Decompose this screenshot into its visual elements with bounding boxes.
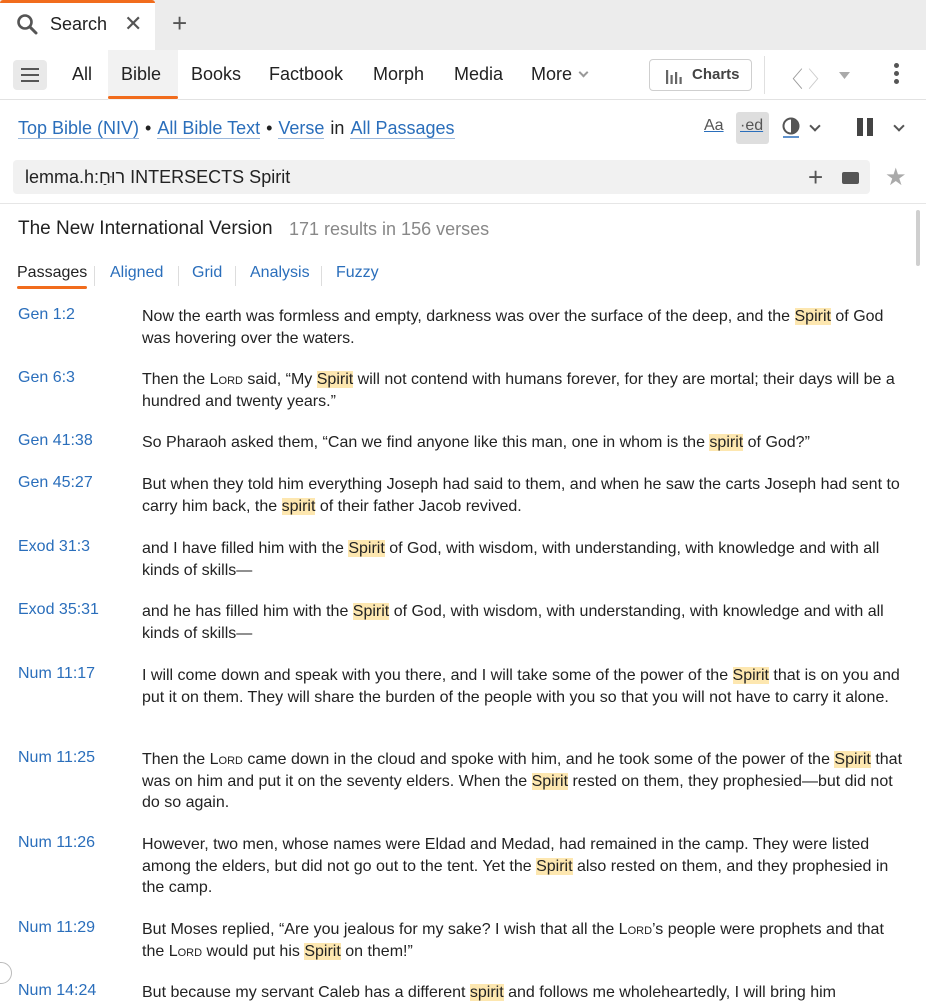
search-hit: Spirit [304,942,341,960]
chevron-down-icon [579,68,589,78]
unit-selector[interactable]: Verse [278,118,325,138]
tab-separator [235,266,236,286]
verse-text [142,834,902,899]
bible-selector[interactable]: Top Bible (NIV) [18,118,140,138]
verse-text-segment: However, two men, whose names were Eldad and Medad, had remained in the camp. They were listed among the elders, but did not go out to the tent. Yet the [142,836,870,875]
chevron-right-icon[interactable]: 〉 [808,67,831,92]
results-title: The New International Version [18,218,273,239]
verse-results-list [0,306,926,1006]
category-media[interactable]: Media [454,64,504,84]
visual-filter-icon[interactable] [781,117,801,139]
verse-text-segment: also rested on them, and they prophesied in the camp. [142,857,889,896]
tab-label: Search [50,14,108,34]
columns-icon[interactable] [857,118,875,136]
verse-row [0,834,926,919]
search-input[interactable]: lemma.h:רוּחַ INTERSECTS Spirit [25,167,291,187]
verse-row [0,369,926,432]
search-hit: Spirit [794,308,831,325]
close-icon[interactable]: ✕ [124,11,143,36]
search-query-box[interactable] [13,160,870,194]
verse-text-segment: and I have filled him with the [142,540,349,557]
verse-text-segment: and he has filled him with the [142,603,353,620]
verse-row [0,432,926,474]
verse-text [142,665,902,708]
add-term-icon[interactable]: + [808,162,824,192]
search-hit: Spirit [531,772,569,790]
search-hit: spirit [281,497,316,515]
verse-text [142,919,902,962]
verse-text-segment: But because my servant Caleb has a different [142,984,470,1001]
verse-row [0,982,926,1006]
keyboard-icon[interactable] [842,172,859,184]
verse-text [142,474,902,517]
verse-reference[interactable]: Gen 45:27 [18,474,93,491]
search-scope [18,118,455,139]
verse-text-segment: on them!” [340,942,413,960]
verse-reference[interactable]: Num 11:17 [18,665,96,682]
verse-row [0,306,926,369]
verse-text-segment: Then the [142,751,210,768]
verse-row [0,474,926,538]
tab-separator [321,266,322,286]
resource-toolbar [0,50,926,100]
verse-text-segment: So Pharaoh asked them, “Can we find anyone like this man, one in whom is the [142,434,710,451]
verse-reference[interactable]: Gen 1:2 [18,306,75,323]
verse-text [142,538,902,581]
edit-format-button[interactable] [736,112,769,144]
verse-text-segment: But when they told him everything Joseph had said to them, and when he saw the carts Joseph had sent to carry him back, the [142,476,900,515]
charts-button[interactable] [649,59,752,91]
scope-in-label: in [330,118,345,138]
verse-text-segment: of God, with wisdom, with understanding, with knowledge and with all kinds of skills— [142,540,880,579]
verse-text-segment: of God was hovering over the waters. [142,308,884,347]
verse-reference[interactable]: Gen 6:3 [18,369,75,386]
edit-format-label: ·ed [740,117,764,134]
verse-text-segment: ’s people were prophets and that the [142,921,884,960]
divine-name: Lord [618,921,653,938]
verse-text-segment: would put his [202,942,305,960]
results-count: 171 results in 156 verses [289,219,490,239]
verse-row [0,538,926,601]
verse-text-segment: that is on you and put it on them. They will share the burden of the people with you so that you will not have to carry it alone. [142,667,900,706]
tab-passages[interactable]: Passages [17,264,88,281]
divine-name: Lord [209,751,243,768]
verse-row [0,665,926,749]
scrollbar[interactable] [916,210,920,266]
verse-text-segment: will not contend with humans forever, for they are mortal; their days will be a hundred and twenty years.” [142,371,895,410]
tab-separator [94,266,95,286]
category-morph[interactable]: Morph [373,64,425,84]
verse-text [142,982,902,1004]
verse-text [142,369,902,412]
verse-text-segment: rested on them, they prophesied—but did not do so again. [142,772,893,811]
scope-separator: • [266,118,273,138]
verse-row [0,919,926,982]
search-hit: Spirit [732,667,769,684]
verse-text [142,749,902,814]
tab-grid[interactable]: Grid [192,264,223,281]
verse-reference[interactable]: Num 11:25 [18,749,96,766]
verse-text-segment: that was on him and put it on the seventy elders. When the [142,751,903,790]
bar-chart-icon [666,70,682,84]
star-icon[interactable]: ★ [885,164,907,191]
font-format-button[interactable]: Aa [704,117,724,134]
tab-aligned[interactable]: Aligned [110,264,164,281]
verse-text [142,432,902,454]
chevron-down-icon[interactable] [809,120,820,131]
tab-fuzzy[interactable]: Fuzzy [336,264,379,281]
search-hit: spirit [709,434,744,451]
tab-search[interactable] [0,0,155,50]
search-hit: Spirit [316,371,354,388]
verse-reference[interactable]: Gen 41:38 [18,432,93,449]
verse-text-segment: of God?” [743,434,810,451]
plus-icon[interactable]: + [172,8,188,38]
toolbar-divider [764,56,765,94]
search-hit: Spirit [352,603,390,620]
history-dropdown-icon[interactable] [839,72,850,79]
category-factbook[interactable]: Factbook [269,64,344,84]
chevron-down-icon[interactable] [893,120,904,131]
verse-row [0,601,926,665]
charts-label: Charts [692,66,740,83]
verse-text-segment: I will come down and speak with you there, and I will take some of the power of the [142,667,733,684]
more-label: More [531,64,573,84]
verse-reference[interactable]: Exod 35:31 [18,601,99,618]
search-hit: spirit [469,984,504,1001]
verse-reference[interactable]: Exod 31:3 [18,538,91,555]
category-bible[interactable]: Bible [121,64,162,84]
text-scope-selector[interactable]: All Bible Text [157,118,261,138]
search-hit: Spirit [834,751,871,768]
verse-text-segment: said, “My [242,371,317,388]
verse-reference[interactable]: Num 11:29 [18,919,96,936]
verse-text [142,601,902,644]
verse-text-segment: came down in the cloud and spoke with him, and he took some of the power of the [242,751,835,768]
tab-separator [178,266,179,286]
category-all[interactable]: All [72,64,93,84]
category-books[interactable]: Books [191,64,242,84]
verse-reference[interactable]: Num 11:26 [18,834,96,851]
verse-text-segment: of God, with wisdom, with understanding, with knowledge and with all kinds of skills— [142,603,884,642]
search-hit: Spirit [536,857,573,875]
divine-name: Lord [168,942,203,960]
chevron-left-icon[interactable]: 〈 [781,67,804,92]
verse-text-segment: Now the earth was formless and empty, darkness was over the surface of the deep, and the [142,308,795,325]
verse-text [142,306,902,349]
verse-reference[interactable]: Num 14:24 [18,982,97,999]
category-more[interactable] [531,64,587,85]
hamburger-icon[interactable] [13,60,47,90]
verse-text-segment: of their father Jacob revived. [315,497,522,515]
range-selector[interactable]: All Passages [350,118,455,138]
tab-analysis[interactable]: Analysis [250,264,310,281]
tab-strip [0,0,926,50]
search-hit: Spirit [348,540,385,557]
search-icon [16,13,38,35]
verse-text-segment: But Moses replied, “Are you jealous for my sake? I wish that all the [142,921,619,938]
verse-row [0,749,926,834]
scope-separator: • [145,118,152,138]
divider [0,203,926,204]
verse-text-segment: and follows me wholeheartedly, I will bring him [503,984,836,1001]
verse-text-segment: Then the [142,371,210,388]
divine-name: Lord [209,371,243,388]
kebab-icon[interactable] [894,63,900,87]
